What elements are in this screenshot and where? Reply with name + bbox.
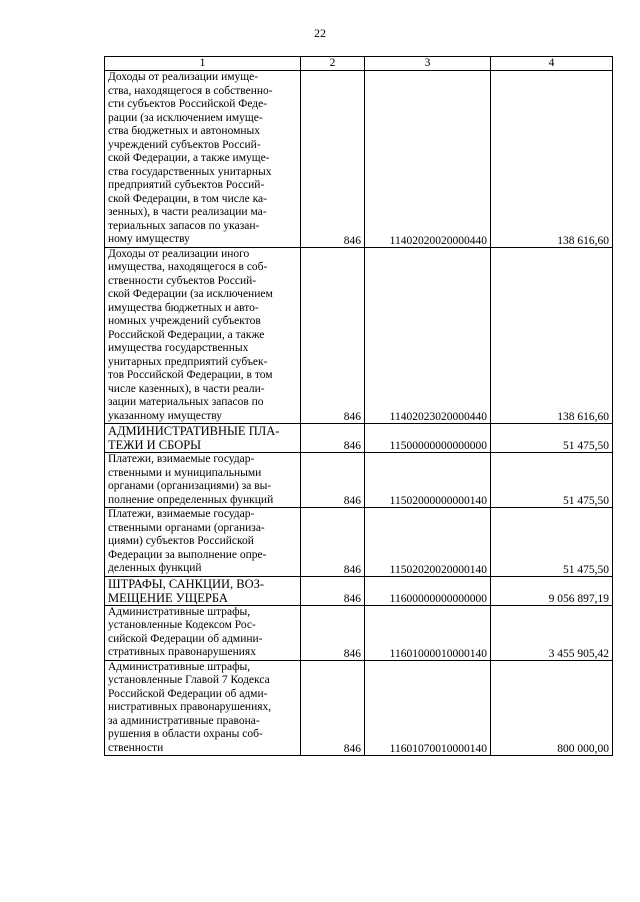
description-line: Платежи, взимаемые государ- bbox=[108, 453, 255, 465]
description-line: сти субъектов Российской Феде- bbox=[108, 98, 268, 110]
row-admin-code: 846 bbox=[301, 71, 365, 248]
description-line: рушения в области охраны соб- bbox=[108, 728, 263, 740]
description-line: органами (организациями) за вы- bbox=[108, 480, 272, 492]
table-row bbox=[105, 247, 613, 424]
description-line: ства государственных унитарных bbox=[108, 165, 272, 178]
description-line: АДМИНИСТРАТИВНЫЕ ПЛА- bbox=[108, 424, 280, 438]
description-line: Российской Федерации, а также bbox=[108, 328, 265, 341]
description-line: деленных функций bbox=[108, 562, 202, 574]
description-line: ственными органами (организа- bbox=[108, 521, 265, 534]
table-row bbox=[105, 576, 613, 605]
description-line: ТЕЖИ И СБОРЫ bbox=[108, 438, 202, 452]
description-line: Доходы от реализации иного bbox=[108, 247, 250, 260]
table-row bbox=[105, 424, 613, 453]
description-line: учреждений субъектов Россий- bbox=[108, 138, 261, 151]
row-description bbox=[105, 71, 301, 248]
description-line: зации материальных запасов по bbox=[108, 396, 264, 408]
description-line: Платежи, взимаемые государ- bbox=[108, 508, 255, 520]
description-line: зенных), в части реализации ма- bbox=[108, 206, 267, 218]
description-line: циями) субъектов Российской bbox=[108, 535, 254, 547]
description-line: ственности субъектов Россий- bbox=[108, 274, 257, 287]
column-header-2: 2 bbox=[301, 57, 365, 71]
description-line: ному имуществу bbox=[108, 233, 190, 245]
description-line: сийской Федерации об админи- bbox=[108, 632, 263, 645]
description-line: имущества бюджетных и авто- bbox=[108, 301, 259, 314]
description-line: установленные Главой 7 Кодекса bbox=[108, 674, 270, 686]
description-line: ШТРАФЫ, САНКЦИИ, ВОЗ- bbox=[108, 576, 265, 591]
description-line: нистративных правонарушениях, bbox=[108, 701, 272, 713]
row-classification-code: 11500000000000000 bbox=[365, 424, 491, 453]
row-admin-code: 846 bbox=[301, 508, 365, 577]
description-line: указанному имуществу bbox=[108, 409, 223, 422]
description-line: Административные штрафы, bbox=[108, 605, 251, 618]
description-line: установленные Кодексом Рос- bbox=[108, 619, 256, 631]
table-row bbox=[105, 660, 613, 756]
column-header-3: 3 bbox=[365, 57, 491, 71]
description-line: унитарных предприятий субъек- bbox=[108, 355, 268, 368]
row-amount: 138 616,60 bbox=[491, 71, 613, 248]
row-admin-code: 846 bbox=[301, 453, 365, 508]
description-line: ской Федерации, а также имуще- bbox=[108, 152, 270, 164]
table-row bbox=[105, 508, 613, 577]
description-line: ственными и муниципальными bbox=[108, 466, 262, 479]
row-description bbox=[105, 247, 301, 424]
description-line: рации (за исключением имуще- bbox=[108, 111, 263, 124]
description-line: МЕЩЕНИЕ УЩЕРБА bbox=[108, 590, 228, 605]
row-amount: 800 000,00 bbox=[491, 660, 613, 756]
page-number: 22 bbox=[314, 26, 326, 40]
table-header-row bbox=[105, 57, 613, 71]
column-header-1: 1 bbox=[105, 57, 301, 71]
row-admin-code: 846 bbox=[301, 660, 365, 756]
row-classification-code: 11600000000000000 bbox=[365, 576, 491, 605]
row-classification-code: 11601070010000140 bbox=[365, 660, 491, 756]
row-admin-code: 846 bbox=[301, 424, 365, 453]
description-line: ской Федерации (за исключением bbox=[108, 288, 273, 300]
row-classification-code: 11502020020000140 bbox=[365, 508, 491, 577]
description-line: Федерации за выполнение опре- bbox=[108, 548, 267, 561]
description-line: номных учреждений субъектов bbox=[108, 315, 261, 327]
description-line: предприятий субъектов Россий- bbox=[108, 179, 265, 191]
row-amount: 51 475,50 bbox=[491, 424, 613, 453]
description-line: ской Федерации, в том числе ка- bbox=[108, 192, 267, 205]
description-line: имущества, находящегося в соб- bbox=[108, 261, 268, 273]
row-amount: 51 475,50 bbox=[491, 508, 613, 577]
description-line: полнение определенных функций bbox=[108, 493, 274, 506]
row-amount: 9 056 897,19 bbox=[491, 576, 613, 605]
table-body bbox=[105, 71, 613, 756]
description-line: Административные штрафы, bbox=[108, 660, 251, 673]
row-description bbox=[105, 605, 301, 660]
row-description bbox=[105, 424, 301, 453]
row-classification-code: 11502000000000140 bbox=[365, 453, 491, 508]
description-line: за административные правона- bbox=[108, 714, 260, 727]
description-line: Доходы от реализации имуще- bbox=[108, 71, 259, 83]
table-row bbox=[105, 605, 613, 660]
description-line: Российской Федерации об адми- bbox=[108, 687, 268, 700]
row-admin-code: 846 bbox=[301, 605, 365, 660]
row-admin-code: 846 bbox=[301, 247, 365, 424]
row-classification-code: 11402023020000440 bbox=[365, 247, 491, 424]
row-description bbox=[105, 508, 301, 577]
row-description bbox=[105, 453, 301, 508]
row-amount: 138 616,60 bbox=[491, 247, 613, 424]
row-classification-code: 11601000010000140 bbox=[365, 605, 491, 660]
row-description bbox=[105, 576, 301, 605]
revenue-table bbox=[104, 56, 613, 756]
row-amount: 51 475,50 bbox=[491, 453, 613, 508]
description-line: числе казенных), в части реали- bbox=[108, 382, 265, 395]
description-line: имущества государственных bbox=[108, 342, 249, 354]
table-row bbox=[105, 453, 613, 508]
description-line: териальных запасов по указан- bbox=[108, 219, 260, 232]
row-admin-code: 846 bbox=[301, 576, 365, 605]
description-line: ства, находящегося в собственно- bbox=[108, 84, 273, 97]
description-line: стративных правонарушениях bbox=[108, 646, 256, 658]
description-line: тов Российской Федерации, в том bbox=[108, 369, 273, 381]
table-row bbox=[105, 71, 613, 248]
column-header-4: 4 bbox=[491, 57, 613, 71]
row-classification-code: 11402020020000440 bbox=[365, 71, 491, 248]
row-amount: 3 455 905,42 bbox=[491, 605, 613, 660]
description-line: ства бюджетных и автономных bbox=[108, 125, 261, 137]
description-line: ственности bbox=[108, 741, 164, 754]
row-description bbox=[105, 660, 301, 756]
